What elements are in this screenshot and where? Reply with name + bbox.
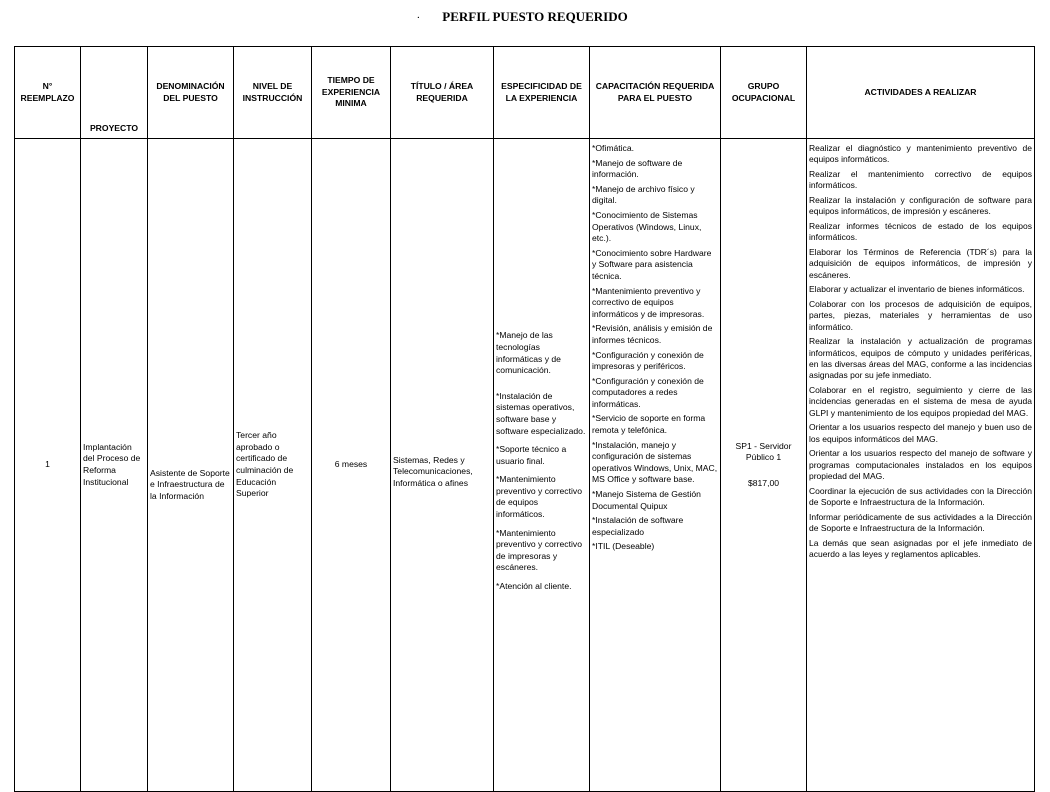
especificidad-item: *Soporte técnico a usuario final. <box>496 444 567 466</box>
actividad-item: Orientar a los usuarios respecto del manejo de software y programas computacionales instalados en los equipos propiedad del MAG. <box>809 448 1032 482</box>
cell-titulo: Sistemas, Redes y Telecomunicaciones, Informática o afines <box>391 139 494 792</box>
header-grupo: GRUPO OCUPACIONAL <box>721 47 807 139</box>
cell-reemplazo: 1 <box>15 139 81 792</box>
cell-nivel: Tercer año aprobado o certificado de culminación de Educación Superior <box>234 139 312 792</box>
capacitacion-item: *Revisión, análisis y emisión de informes técnicos. <box>592 323 713 345</box>
especificidad-item: *Mantenimiento preventivo y correctivo de equipos informáticos. <box>496 474 582 520</box>
actividad-item: Realizar la instalación y actualización de programas informáticos, equipos de cómputo y unidades periféricas, en las diversas áreas del MAG, conforme a las incidencias asignadas por su jefe inmediato. <box>809 336 1032 381</box>
grupo-ocupacional: SP1 - Servidor Público 1 <box>735 440 792 463</box>
cell-capacitacion <box>590 139 721 792</box>
actividad-item: Realizar informes técnicos de estado de los equipos informáticos. <box>809 220 1032 243</box>
capacitacion-item: *Instalación, manejo y configuración de sistemas operativos Windows, Unix, MAC, MS Office y software base. <box>592 439 718 485</box>
cell-especificidad <box>494 139 590 792</box>
actividad-item: Informar periódicamente de sus actividades a la Dirección de Soporte e Infraestructura de la Información. <box>809 511 1032 534</box>
capacitacion-item: *Configuración y conexión de computadores a redes informáticas. <box>592 375 704 409</box>
header-row <box>15 47 1035 139</box>
header-titulo: TÍTULO / ÁREA REQUERIDA <box>391 47 494 139</box>
capacitacion-item: *Mantenimiento preventivo y correctivo de equipos informáticos y de impresoras. <box>592 285 705 319</box>
capacitacion-item: *Servicio de soporte en forma remota y telefónica. <box>592 413 706 436</box>
actividad-item: Orientar a los usuarios respecto del manejo y buen uso de los equipos informáticos del MAG. <box>809 422 1032 444</box>
capacitacion-item: *Conocimiento sobre Hardware y Software para asistencia técnica. <box>592 247 712 281</box>
actividad-item: Coordinar la ejecución de sus actividades con la Dirección de Soporte e Infraestructura de la Información. <box>809 485 1032 508</box>
cell-actividades <box>807 139 1035 792</box>
actividad-item: Colaborar en el registro, seguimiento y cierre de las incidencias generadas en el sistema de mesa de ayuda GLPI y mantenimiento de los equipos propiedad del MAG. <box>809 384 1032 418</box>
capacitacion-item: *Ofimática. <box>592 143 635 153</box>
actividad-item: Realizar el diagnóstico y mantenimiento preventivo de equipos informáticos. <box>809 143 1032 165</box>
capacitacion-item: *Configuración y conexión de impresoras y periféricos. <box>592 349 704 372</box>
actividad-item: Colaborar con los procesos de adquisición de equipos, partes, piezas, materiales y herramientas de uso informático. <box>809 298 1032 332</box>
cell-proyecto: Implantación del Proceso de Reforma Institucional <box>81 139 148 792</box>
especificidad-item: *Manejo de las tecnologías informáticas y de comunicación. <box>496 330 561 376</box>
header-proyecto: PROYECTO <box>81 47 148 139</box>
capacitacion-item: *Manejo Sistema de Gestión Documental Quipux <box>592 489 701 511</box>
header-denominacion: DENOMINACIÓN DEL PUESTO <box>148 47 234 139</box>
capacitacion-item: *ITIL (Deseable) <box>592 541 655 552</box>
capacitacion-item: *Manejo de archivo físico y digital. <box>592 183 695 206</box>
profile-table <box>14 46 1035 792</box>
actividad-item: Elaborar los Términos de Referencia (TDR´s) para la adquisición de equipos informáticos, de impresión y escáneres. <box>809 246 1032 280</box>
grupo-salary: $817,00 <box>747 477 780 488</box>
actividad-item: La demás que sean asignadas por el jefe inmediato de acuerdo a las leyes y reglamentos aplicables. <box>809 537 1032 559</box>
actividad-item: Realizar el mantenimiento correctivo de equipos informáticos. <box>809 168 1032 191</box>
especificidad-item: *Instalación de sistemas operativos, software base y software especializado. <box>496 390 586 436</box>
document-title: PERFIL PUESTO REQUERIDO <box>442 9 628 24</box>
table-row <box>15 139 1035 792</box>
actividad-item: Realizar la instalación y configuración de software para equipos informáticos, de impresión y escáneres. <box>809 194 1032 217</box>
especificidad-item: *Mantenimiento preventivo y correctivo de impresoras y escáneres. <box>496 527 582 573</box>
capacitacion-item: *Manejo de software de información. <box>592 157 683 180</box>
header-capacitacion: CAPACITACIÓN REQUERIDA PARA EL PUESTO <box>590 47 721 139</box>
header-reemplazo: N° REEMPLAZO <box>15 47 81 139</box>
header-nivel: NIVEL DE INSTRUCCIÓN <box>234 47 312 139</box>
cell-grupo <box>721 139 807 792</box>
cell-tiempo: 6 meses <box>312 139 391 792</box>
bullet-dot: . <box>417 9 420 21</box>
header-especificidad: ESPECIFICIDAD DE LA EXPERIENCIA <box>494 47 590 139</box>
header-tiempo: TIEMPO DE EXPERIENCIA MINIMA <box>312 47 391 139</box>
actividad-item: Elaborar y actualizar el inventario de bienes informáticos. <box>809 284 1025 295</box>
header-actividades: ACTIVIDADES A REALIZAR <box>807 47 1035 139</box>
capacitacion-item: *Instalación de software especializado <box>592 515 684 537</box>
capacitacion-item: *Conocimiento de Sistemas Operativos (Windows, Linux, etc.). <box>592 209 702 244</box>
especificidad-item: *Atención al cliente. <box>496 581 572 592</box>
cell-denominacion: Asistente de Soporte e Infraestructura de la Información <box>148 139 234 792</box>
